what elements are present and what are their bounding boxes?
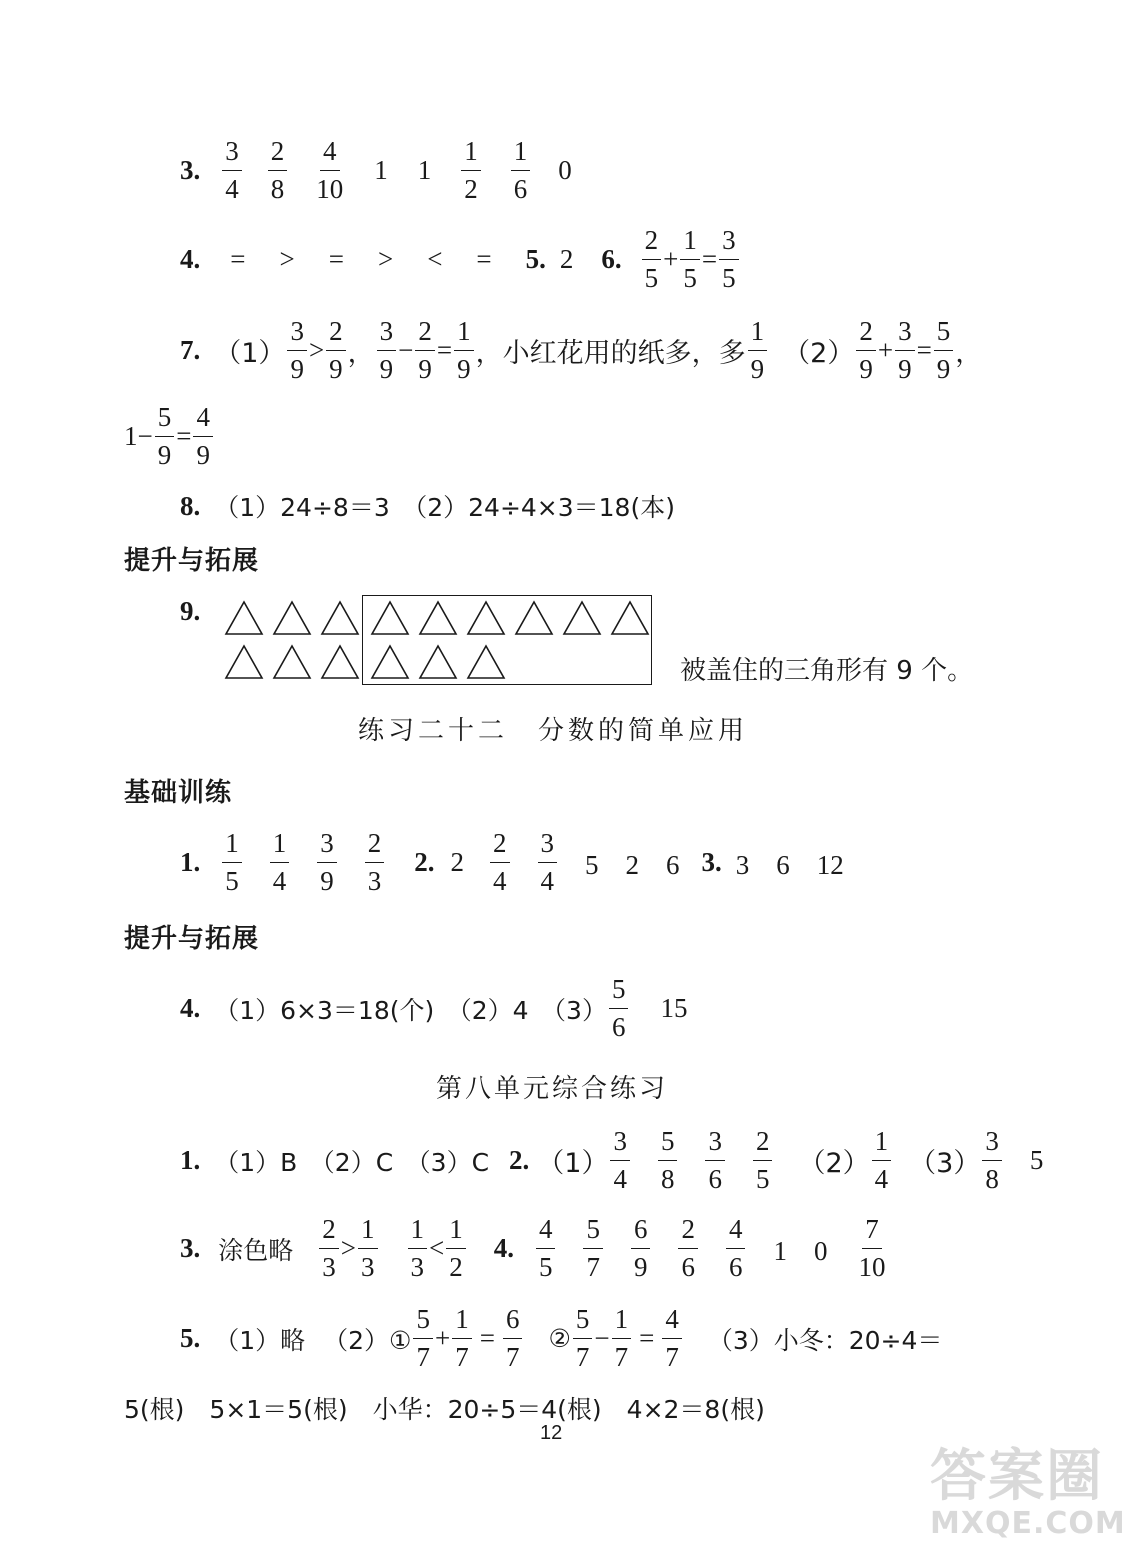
fraction: $\frac{5}{9}$ xyxy=(155,404,175,469)
fraction: $\frac{5}{7}$ xyxy=(413,1306,433,1371)
triangle-shape xyxy=(514,600,554,636)
q3-number: 3 xyxy=(180,155,194,185)
q3-line: 3 . $\frac{3}{4}$ $\frac{2}{8}$ $\frac{4}{10}$ 1 1 $\frac{1}{2}$ $\frac{1}{6}$ 0 xyxy=(180,136,572,204)
fraction: $\frac{1}{4}$ xyxy=(270,830,290,895)
fraction: $\frac{4}{7}$ xyxy=(662,1306,682,1371)
fraction: $\frac{5}{6}$ xyxy=(609,976,629,1041)
c5-continuation: 5(根) 5×1＝5(根) 小华：20÷5＝4(根) 4×2＝8(根) xyxy=(124,1395,765,1424)
triangle-shape xyxy=(224,644,264,680)
compare-sign: > xyxy=(377,244,394,274)
triangle-shape xyxy=(418,600,458,636)
compare-sign: = xyxy=(476,244,492,274)
fraction: $\frac{1}{9}$ xyxy=(454,318,474,383)
fraction: $\frac{2}{6}$ xyxy=(678,1216,698,1281)
fraction: $\frac{5}{7}$ xyxy=(573,1306,593,1371)
fraction: $\frac{3}{9}$ xyxy=(377,318,397,383)
fraction: $\frac{3}{4}$ xyxy=(538,830,558,895)
fraction: $\frac{1}{3}$ xyxy=(358,1216,378,1281)
fraction: $\frac{7}{10}$ xyxy=(858,1214,886,1282)
fraction: $\frac{5}{7}$ xyxy=(583,1216,603,1281)
fraction: $\frac{1}{5}$ xyxy=(222,830,242,895)
c3-line: 3 . 涂色略 $\frac{2}{3}$ > $\frac{1}{3}$ $\frac{1}{3}$ < $\frac{1}{2}$ 4 . $\frac{4}{5}$ $\frac{5}{7}$ $\frac{6}{9}$ $\frac{2}{6}$ $\frac{4}{6}$ 1 0 $\frac{7}{10}$ xyxy=(180,1216,890,1281)
c1-line: 1 . （1）B （2）C （3）C 2 . （1） $\frac{3}{4}$ $\frac{5}{8}$ $\frac{3}{6}$ $\frac{2}{5}$ （2） $\frac{1}{4}$ （3） $\frac{3}{8}$ 5 xyxy=(180,1126,1044,1194)
fraction: $\frac{2}{8}$ xyxy=(268,138,288,203)
fraction: $\frac{6}{9}$ xyxy=(631,1216,651,1281)
fraction: $\frac{1}{2}$ xyxy=(461,138,481,203)
watermark-logo: 答案圈 MXQE.COM xyxy=(930,1444,1126,1541)
q8-number: 8 xyxy=(180,490,194,521)
fraction: $\frac{1}{2}$ xyxy=(446,1216,466,1281)
c5-line: 5 . （1）略 （2）① $\frac{5}{7}$ + $\frac{1}{7}$ = $\frac{6}{7}$ ② $\frac{5}{7}$ − $\frac{1}{7}$ = $\frac{4}{7}$ （3）小冬：20÷4＝ xyxy=(180,1304,943,1372)
triangle-shape xyxy=(562,600,602,636)
triangle-shape xyxy=(320,600,360,636)
q4-line: 4 . = > = > < = 5 . 2 6 . $\frac{2}{5}$ + $\frac{1}{5}$ = $\frac{3}{5}$ xyxy=(180,227,741,292)
triangle-shape xyxy=(272,600,312,636)
exercise-title: 练习二十二 分数的简单应用 xyxy=(358,716,749,746)
fraction: $\frac{4}{6}$ xyxy=(726,1216,746,1281)
q9-answer: 被盖住的三角形有 9 个。 xyxy=(680,656,974,686)
answer-value: 0 xyxy=(558,155,572,185)
triangle-shape xyxy=(370,600,410,636)
q9-number: 9 xyxy=(180,596,194,626)
triangle-shape xyxy=(466,644,506,680)
q7-continuation: 1 − $\frac{5}{9}$ = $\frac{4}{9}$ xyxy=(124,404,215,469)
fraction: $\frac{3}{9}$ xyxy=(895,318,915,383)
q5-number: 5 xyxy=(525,244,540,274)
fraction: $\frac{3}{4}$ xyxy=(610,1128,630,1193)
q7-number: 7 xyxy=(180,335,194,365)
fraction: $\frac{4}{5}$ xyxy=(536,1216,556,1281)
triangle-shape xyxy=(418,644,458,680)
fraction: $\frac{2}{9}$ xyxy=(415,318,435,383)
fraction: $\frac{3}{9}$ xyxy=(287,318,307,383)
page-number: 12 xyxy=(540,1422,563,1444)
b1-line: 1 . $\frac{1}{5}$ $\frac{1}{4}$ $\frac{3}{9}$ $\frac{2}{3}$ 2 . 2 $\frac{2}{4}$ $\frac{3}{4}$ 5 2 6 3 . 3 6 12 xyxy=(180,828,844,896)
section-heading: 提升与拓展 xyxy=(124,546,260,576)
q8-answer: （1）24÷8＝3 （2）24÷4×3＝18(本) xyxy=(214,493,675,522)
fraction: $\frac{3}{8}$ xyxy=(982,1128,1002,1193)
triangle-shape xyxy=(320,644,360,680)
triangle-shape xyxy=(370,644,410,680)
section-heading: 提升与拓展 xyxy=(124,924,260,954)
fraction: $\frac{2}{5}$ xyxy=(753,1128,773,1193)
q9-number-wrap: 9 . xyxy=(180,596,201,626)
compare-sign: > xyxy=(279,244,295,274)
fraction: $\frac{5}{8}$ xyxy=(658,1128,678,1193)
fraction: $\frac{2}{4}$ xyxy=(490,830,510,895)
fraction: $\frac{2}{3}$ xyxy=(365,830,385,895)
q6-number: 6 xyxy=(601,244,615,274)
fraction: $\frac{2}{9}$ xyxy=(856,318,876,383)
b4-line: 4 . （1）6×3＝18(个) （2）4 （3） $\frac{5}{6}$ 15 xyxy=(180,974,688,1042)
fraction: $\frac{1}{7}$ xyxy=(452,1306,472,1371)
triangle-shape xyxy=(224,600,264,636)
fraction: $\frac{6}{7}$ xyxy=(503,1306,523,1371)
fraction: $\frac{1}{7}$ xyxy=(612,1306,632,1371)
fraction: $\frac{3}{4}$ xyxy=(222,138,242,203)
fraction: $\frac{1}{4}$ xyxy=(872,1128,892,1193)
fraction: $\frac{4}{9}$ xyxy=(193,404,213,469)
fraction: $\frac{1}{9}$ xyxy=(748,318,768,383)
triangle-shape xyxy=(272,644,312,680)
fraction: $\frac{1}{3}$ xyxy=(408,1216,428,1281)
answer-value: 1 xyxy=(374,155,388,185)
triangle-shape xyxy=(610,600,650,636)
compare-sign: = xyxy=(328,244,344,274)
q7-line: 7 . （1） $\frac{3}{9}$ > $\frac{2}{9}$ ， $\frac{3}{9}$ − $\frac{2}{9}$ = $\frac{1}{9}$ ，小红花用的纸多，多 $\frac{1}{9}$ （2） $\frac{2}{9}$ + $\frac{3}{9}$ = $\frac{5}{9}$ ， xyxy=(180,316,983,384)
compare-sign: = xyxy=(230,244,246,274)
triangle-shape xyxy=(466,600,506,636)
q8-line: 8 . （1）24÷8＝3 （2）24÷4×3＝18(本) xyxy=(180,488,675,524)
unit-title: 第八单元综合练习 xyxy=(436,1074,669,1104)
fraction: $\frac{2}{3}$ xyxy=(319,1216,339,1281)
fraction: $\frac{5}{9}$ xyxy=(934,318,954,383)
answer-value: 1 xyxy=(417,155,432,185)
compare-sign: < xyxy=(427,244,443,274)
fraction: $\frac{1}{6}$ xyxy=(511,138,531,203)
q4-number: 4 xyxy=(180,244,194,274)
fraction: $\frac{3}{6}$ xyxy=(705,1128,725,1193)
fraction: $\frac{3}{9}$ xyxy=(317,830,337,895)
answer-value: 2 xyxy=(559,244,574,274)
fraction: $\frac{1}{5}$ xyxy=(680,227,700,292)
section-heading: 基础训练 xyxy=(124,778,233,808)
fraction: $\frac{2}{9}$ xyxy=(326,318,346,383)
fraction: $\frac{4}{10}$ xyxy=(316,136,344,204)
fraction: $\frac{2}{5}$ xyxy=(642,227,662,292)
fraction: $\frac{3}{5}$ xyxy=(719,227,739,292)
